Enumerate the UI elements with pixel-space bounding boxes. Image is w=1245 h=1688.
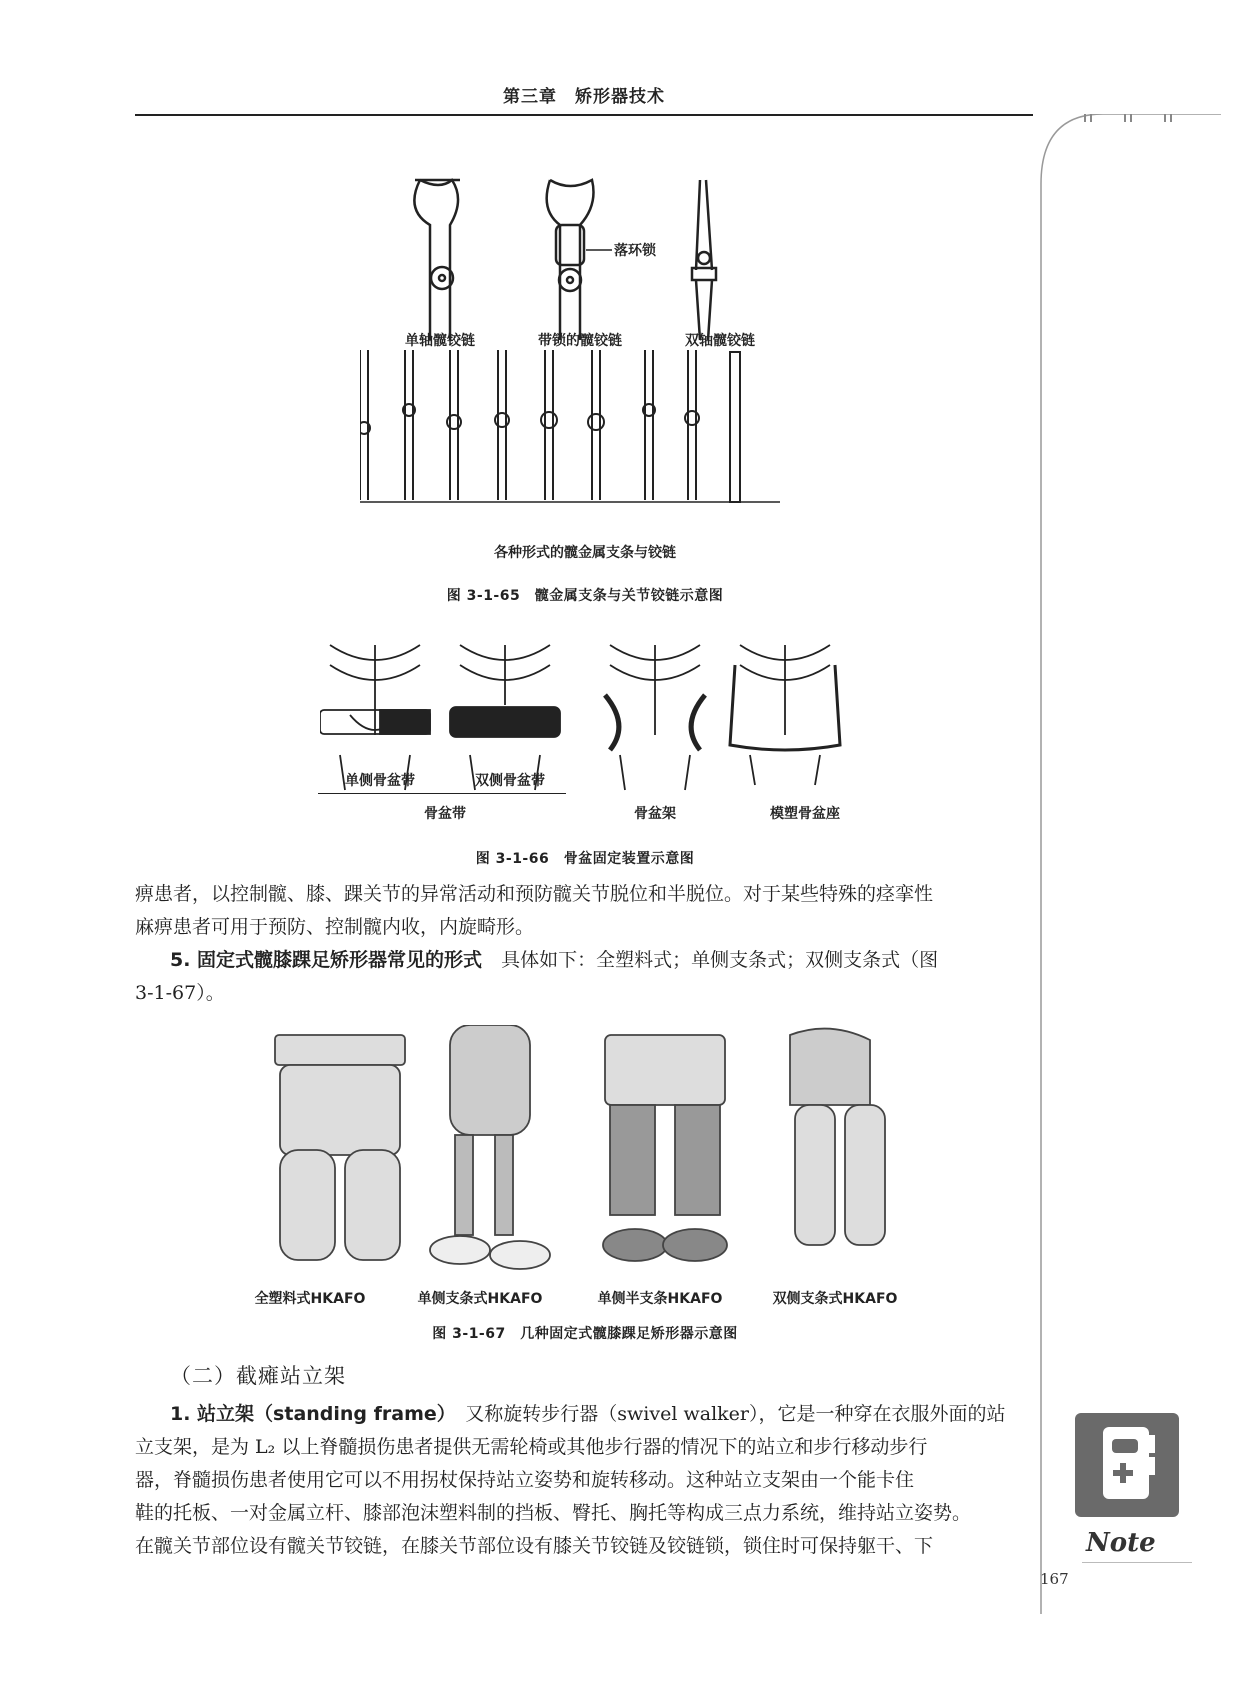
fig65-label-locked: 带锁的髋铰链 (538, 333, 622, 349)
fig65-caption: 图 3-1-65 髋金属支条与关节铰链示意图 (446, 588, 724, 604)
para3-line-3: 器，脊髓损伤患者使用它可以不用拐杖保持站立姿势和旋转移动。这种站立支架由一个能卡住 (135, 1469, 915, 1491)
fig67-label-unilateral-half-bar: 单侧半支条HKAFO (597, 1291, 723, 1307)
fig66-label-bilateral: 双侧骨盆带 (475, 773, 545, 789)
figure-3-1-67-illustration (250, 1025, 930, 1275)
fig66-group-molded-seat: 模塑骨盆座 (770, 806, 840, 822)
para2-heading: 5. 固定式髋膝踝足矫形器常见的形式 (170, 949, 483, 971)
body-paragraph-1 (135, 878, 1033, 944)
para3-line-1-rest: 又称旋转步行器（swivel walker），它是一种穿在衣服外面的站 (446, 1403, 1006, 1425)
note-rule (1082, 1562, 1192, 1563)
fig67-label-all-plastic: 全塑料式HKAFO (254, 1291, 366, 1307)
para3-line-4: 鞋的托板、一对金属立杆、膝部泡沫塑料制的挡板、臀托、胸托等构成三点力系统，维持站立姿势。 (135, 1502, 972, 1524)
header-rule (135, 114, 1033, 116)
para1-line-2: 麻痹患者可用于预防、控制髋内收，内旋畸形。 (135, 916, 535, 938)
fig65-label-single-axis: 单轴髋铰链 (405, 333, 475, 349)
para2-line-2: 3-1-67）。 (135, 982, 225, 1004)
note-badge (1075, 1413, 1179, 1517)
fig66-label-unilateral: 单侧骨盆带 (345, 773, 415, 789)
running-header: 第三章 矫形器技术 (503, 87, 665, 107)
page-number: 167 (1040, 1570, 1069, 1588)
para3-line-2: 立支架，是为 L₂ 以上脊髓损伤患者提供无需轮椅或其他步行器的情况下的站立和步行移动步行 (135, 1436, 928, 1458)
fig65-label-dual-axis: 双轴髋铰链 (685, 333, 755, 349)
fig67-label-bilateral-bar: 双侧支条式HKAFO (772, 1291, 898, 1307)
para3-line-5: 在髋关节部位设有髋关节铰链，在膝关节部位设有膝关节铰链及铰链锁，锁住时可保持躯干、下 (135, 1535, 934, 1557)
body-paragraph-3 (135, 1398, 1033, 1563)
fig65-lock-label: 落环锁 (614, 243, 656, 259)
fig65-bottom-label: 各种形式的髋金属支条与铰链 (494, 545, 676, 561)
para2-line-1-rest: 具体如下：全塑料式；单侧支条式；双侧支条式（图 (482, 949, 939, 971)
figure-3-1-65-illustration (360, 170, 800, 540)
fig66-group-pelvic-band: 骨盆带 (424, 806, 466, 822)
para1-line-1: 痹患者，以控制髋、膝、踝关节的异常活动和预防髋关节脱位和半脱位。对于某些特殊的痉挛性 (135, 883, 934, 905)
margin-decoration (1033, 114, 1223, 1614)
note-label: Note (1086, 1528, 1156, 1558)
fig66-group-pelvic-frame: 骨盆架 (634, 806, 676, 822)
fig67-label-unilateral-bar: 单侧支条式HKAFO (417, 1291, 543, 1307)
para3-heading: 1. 站立架（standing frame） (170, 1403, 447, 1425)
body-paragraph-2 (135, 944, 1033, 1010)
fig67-caption: 图 3-1-67 几种固定式髋膝踝足矫形器示意图 (432, 1326, 738, 1342)
fig66-caption: 图 3-1-66 骨盆固定装置示意图 (475, 851, 695, 867)
subsection-title: （二）截瘫站立架 (170, 1364, 346, 1388)
note-icon (1075, 1413, 1179, 1517)
fig66-group-rule (318, 793, 566, 794)
